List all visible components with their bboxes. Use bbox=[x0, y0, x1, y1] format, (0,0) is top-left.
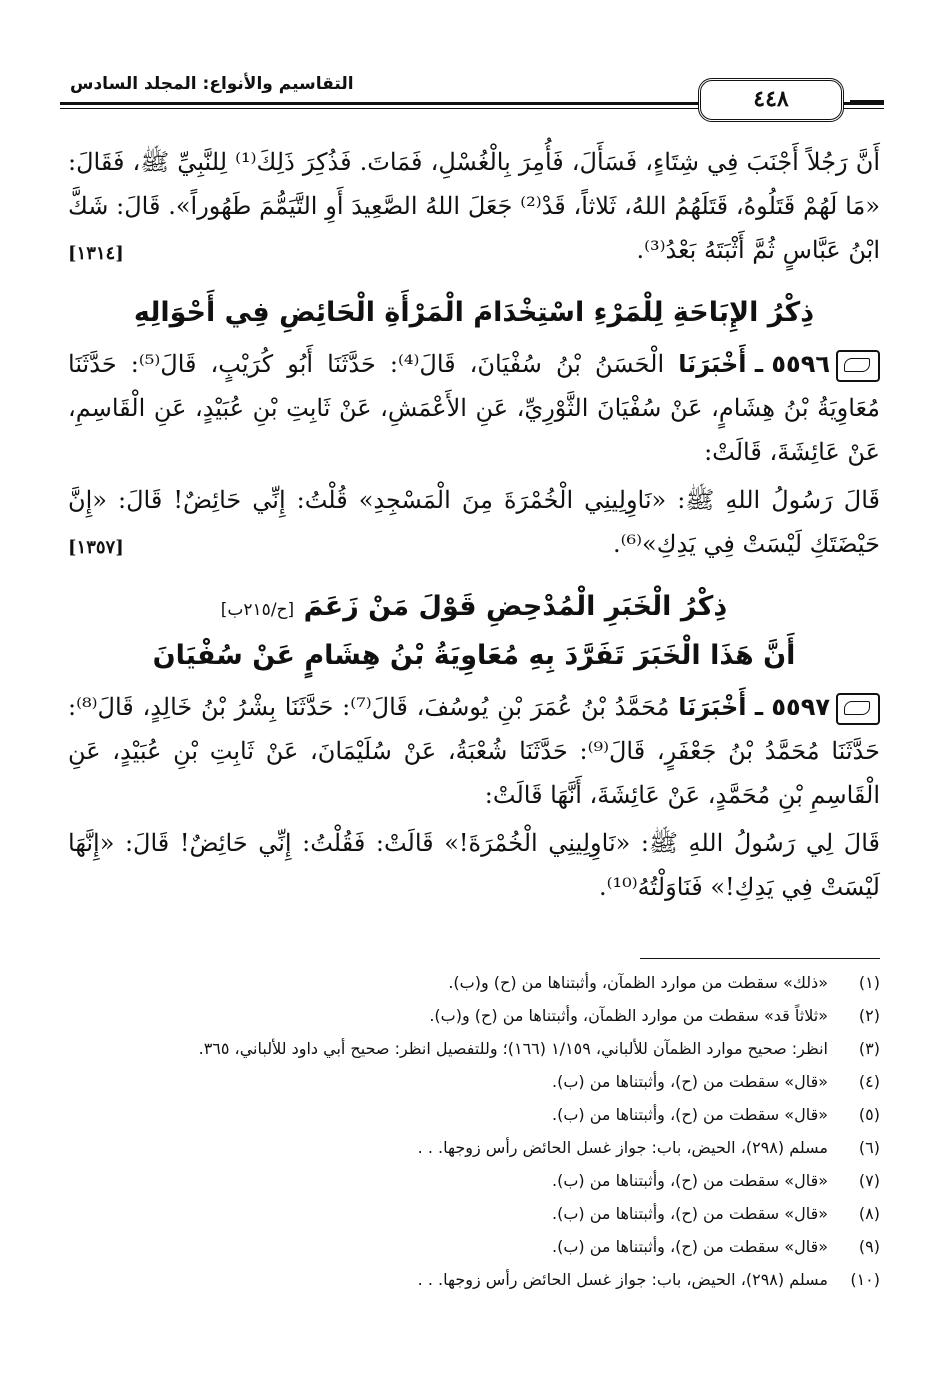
footnote-text: «قال» سقطت من (ح)، وأثبتناها من (ب). bbox=[552, 1237, 828, 1256]
footnote bbox=[68, 1263, 880, 1296]
footnote-number: (٧) bbox=[858, 1171, 880, 1190]
hadith-number: ٥٥٩٧ ـ أَخْبَرَنَا bbox=[678, 693, 830, 721]
chapter-heading-2 bbox=[68, 584, 880, 679]
footnote-text: انظر: صحيح موارد الظمآن للألباني، ١/١٥٩ (١٦٦)؛ وللتفصيل انظر: صحيح أبي داود للألباني، ٣٦٥. bbox=[198, 1039, 828, 1058]
hadith-reference: [١٣١٤] bbox=[68, 243, 124, 264]
footnote bbox=[68, 1164, 880, 1197]
heading-line: ذِكْرُ الْخَبَرِ الْمُدْحِضِ قَوْلَ مَنْ زَعَمَ bbox=[303, 591, 728, 622]
hadith-5596-isnad bbox=[68, 342, 880, 474]
footnotes bbox=[68, 966, 880, 1296]
footnote-number: (٥) bbox=[858, 1105, 880, 1124]
isnad-text: الْحَسَنُ بْنُ سُفْيَانَ، قَالَ⁽⁴⁾: حَدَّثَنَا أَبُو كُرَيْبٍ، قَالَ⁽⁵⁾: حَدَّثَنَا مُعَاوِيَةُ بْنُ هِشَامٍ، عَنْ سُفْيَانَ الثَّوْرِيِّ، عَنِ الأَعْمَشِ، عَنْ ثَابِتِ بْنِ عُبَيْدٍ، عَنِ الْقَاسِمِ، عَنْ عَائِشَةَ، قَالَتْ: bbox=[68, 350, 880, 466]
hadith-reference: [١٣٥٧] bbox=[68, 537, 124, 558]
running-title: التقاسيم والأنواع: المجلد السادس bbox=[64, 74, 360, 94]
matn-text: قَالَ لِي رَسُولُ اللهِ ﷺ: «نَاوِلِينِي الْخُمْرَةَ!» قَالَتْ: فَقُلْتُ: إِنِّي حَائِضٌ! قَالَ: «إِنَّهَا لَيْسَتْ فِي يَدِكِ!» فَنَاوَلْتُهُ⁽¹⁰⁾. bbox=[68, 829, 880, 901]
footnote-number: (١٠) bbox=[850, 1270, 880, 1289]
footnote bbox=[68, 1197, 880, 1230]
isnad-text: مُحَمَّدُ بْنُ عُمَرَ بْنِ يُوسُفَ، قَالَ⁽⁷⁾: حَدَّثَنَا بِشْرُ بْنُ خَالِدٍ، قَالَ⁽⁸⁾: حَدَّثَنَا مُحَمَّدُ بْنُ جَعْفَرٍ، قَالَ⁽⁹⁾: حَدَّثَنَا شُعْبَةُ، عَنْ سُلَيْمَانَ، عَنْ ثَابِتِ بْنِ عُبَيْدٍ، عَنِ الْقَاسِمِ بْنِ مُحَمَّدٍ، عَنْ عَائِشَةَ، أَنَّهَا قَالَتْ: bbox=[68, 693, 880, 809]
footnote bbox=[68, 1065, 880, 1098]
footnote-text: مسلم (٢٩٨)، الحيض، باب: جواز غسل الحائض رأس زوجها. . . bbox=[417, 1270, 828, 1289]
footnote-text: «قال» سقطت من (ح)، وأثبتناها من (ب). bbox=[552, 1204, 828, 1223]
footnote bbox=[68, 1098, 880, 1131]
footnote-number: (٩) bbox=[858, 1237, 880, 1256]
footnote-number: (٦) bbox=[858, 1138, 880, 1157]
hadith-5597-isnad bbox=[68, 685, 880, 817]
hadith-text: أَنَّ رَجُلاً أَجْنَبَ فِي شِتَاءٍ، فَسَأَلَ، فَأُمِرَ بِالْغُسْلِ، فَمَاتَ. فَذُكِرَ ذَلِكَ⁽¹⁾ لِلنَّبِيِّ ﷺ، فَقَالَ: «مَا لَهُمْ قَتَلُوهُ، قَتَلَهُمُ اللهُ، ثَلاثاً، قَدْ⁽²⁾ جَعَلَ اللهُ الصَّعِيدَ أَوِ التَّيَمُّمَ طَهُوراً». قَالَ: شَكَّ ابْنُ عَبَّاسٍ ثُمَّ أَثْبَتَهُ بَعْدُ⁽³⁾. bbox=[68, 148, 880, 264]
footnote bbox=[68, 1131, 880, 1164]
footnote-number: (١) bbox=[858, 973, 880, 992]
footnote-number: (٢) bbox=[858, 1006, 880, 1025]
hadith-number-icon bbox=[836, 350, 880, 382]
chapter-heading: ذِكْرُ الإِبَاحَةِ لِلْمَرْءِ اسْتِخْدَامَ الْمَرْأَةِ الْحَائِضِ فِي أَحْوَالِهِ bbox=[133, 297, 815, 328]
folio-marker: [ح/٢١٥ب] bbox=[220, 600, 295, 620]
matn-text: قَالَ رَسُولُ اللهِ ﷺ: «نَاوِلِينِي الْخُمْرَةَ مِنَ الْمَسْجِدِ» قُلْتُ: إِنِّي حَائِضٌ! قَالَ: «إِنَّ حَيْضَتَكِ لَيْسَتْ فِي يَدِكِ»⁽⁶⁾. bbox=[68, 486, 880, 558]
footnote-number: (٣) bbox=[858, 1039, 880, 1058]
footnote-text: مسلم (٢٩٨)، الحيض، باب: جواز غسل الحائض رأس زوجها. . . bbox=[417, 1138, 828, 1157]
heading-line: أَنَّ هَذَا الْخَبَرَ تَفَرَّدَ بِهِ مُعَاوِيَةُ بْنُ هِشَامٍ عَنْ سُفْيَانَ bbox=[152, 640, 796, 671]
footnote-text: «ذلك» سقطت من موارد الظمآن، وأثبتناها من (ح) و(ب). bbox=[448, 973, 828, 992]
hadith-number: ٥٥٩٦ ـ أَخْبَرَنَا bbox=[678, 350, 830, 378]
hadith-number-icon bbox=[836, 693, 880, 725]
page-header bbox=[60, 70, 884, 126]
hadith-5596-matn bbox=[68, 478, 880, 566]
hadith-5597-matn bbox=[68, 821, 880, 909]
footnote-text: «قال» سقطت من (ح)، وأثبتناها من (ب). bbox=[552, 1105, 828, 1124]
footnote-text: «قال» سقطت من (ح)، وأثبتناها من (ب). bbox=[552, 1171, 828, 1190]
footnote-separator bbox=[640, 958, 880, 959]
hadith-continuation bbox=[68, 140, 880, 272]
main-text bbox=[68, 140, 880, 909]
footnote bbox=[68, 1230, 880, 1263]
footnote bbox=[68, 966, 880, 999]
footnote-text: «قال» سقطت من (ح)، وأثبتناها من (ب). bbox=[552, 1072, 828, 1091]
footnote bbox=[68, 1032, 880, 1065]
footnote-number: (٨) bbox=[858, 1204, 880, 1223]
footnote-number: (٤) bbox=[858, 1072, 880, 1091]
footnote bbox=[68, 999, 880, 1032]
header-ornament bbox=[850, 100, 884, 103]
footnote-text: «ثلاثاً قد» سقطت من موارد الظمآن، وأثبتناها من (ح) و(ب). bbox=[429, 1006, 828, 1025]
page-number: ٤٤٨ bbox=[698, 78, 844, 122]
